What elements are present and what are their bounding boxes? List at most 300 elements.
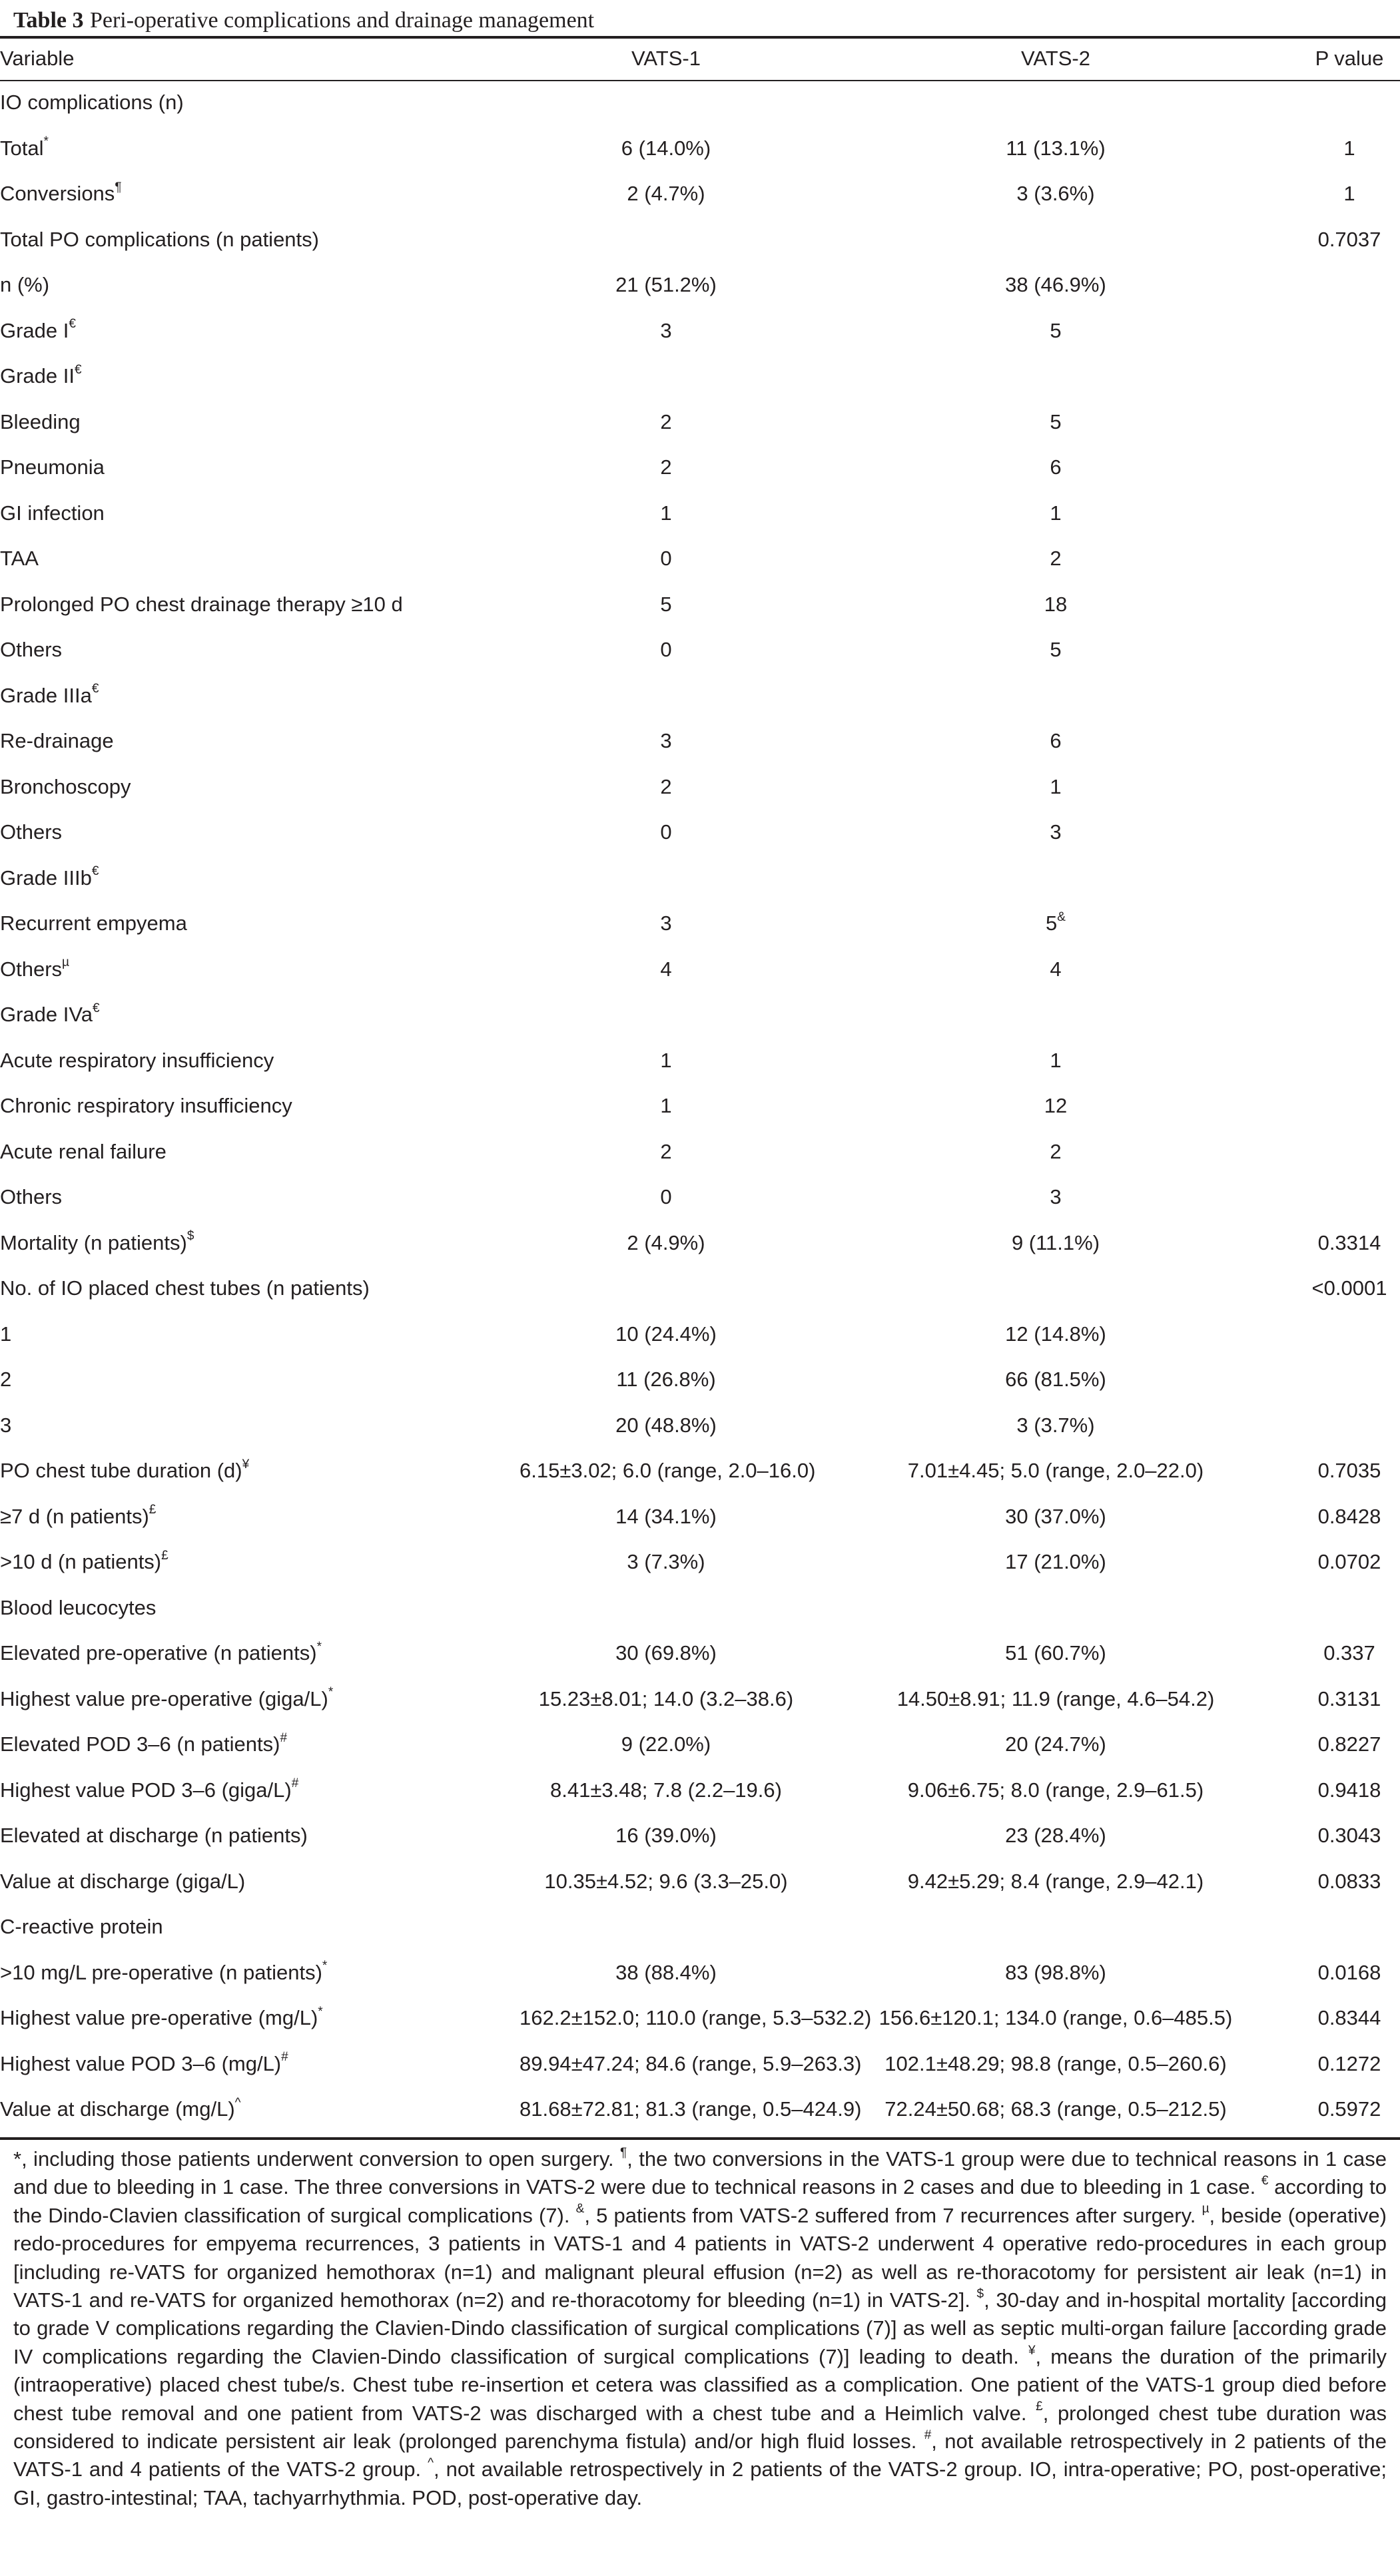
table-row [0, 1539, 1400, 1585]
footnote-marker: € [75, 362, 82, 377]
variable-label: Value at discharge (giga/L) [0, 1869, 246, 1893]
variable-cell [0, 2087, 520, 2133]
p-value-cell [1299, 1357, 1400, 1403]
footnote-marker: € [93, 1001, 100, 1015]
table-row [0, 536, 1400, 582]
vats-2-cell [813, 1859, 1299, 1905]
table-row [0, 1266, 1400, 1312]
table-row [0, 1722, 1400, 1768]
table-caption [13, 1, 594, 39]
vats-1-cell: 10 (24.4%) [615, 1322, 717, 1346]
vats-2-value: 1 [1050, 1048, 1062, 1072]
p-value-cell [1299, 445, 1400, 491]
variable-label: Highest value POD 3–6 (mg/L) [0, 2051, 282, 2075]
p-value-cell: 0.3043 [1317, 1824, 1381, 1848]
variable-label: Highest value pre-operative (giga/L) [0, 1686, 328, 1710]
table-row [0, 1357, 1400, 1403]
vats-1-cell: 6.15±3.02; 6.0 (range, 2.0–16.0) [520, 1459, 816, 1483]
vats-2-cell [813, 1174, 1299, 1220]
vats-2-value: 156.6±120.1; 134.0 (range, 0.6–485.5) [878, 2006, 1233, 2030]
footnote-marker: ¥ [242, 1457, 250, 1471]
vats-2-cell [813, 1266, 1299, 1312]
vats-2-cell [813, 1904, 1299, 1950]
vats-1-cell: 15.23±8.01; 14.0 (3.2–38.6) [538, 1686, 794, 1710]
vats-2-cell [813, 1083, 1299, 1129]
p-value-cell [1299, 582, 1400, 628]
vats-2-value: 1 [1050, 774, 1062, 798]
table-row [0, 2041, 1400, 2087]
p-value-cell: 0.0833 [1317, 1869, 1381, 1893]
vats-2-cell [813, 217, 1299, 263]
vats-1-cell: 89.94±47.24; 84.6 (range, 5.9–263.3) [520, 2051, 862, 2075]
p-value-cell: 0.7037 [1317, 227, 1381, 251]
vats-1-cell: 0 [660, 547, 672, 571]
variable-cell [0, 1403, 520, 1449]
footnote-marker: € [69, 317, 76, 332]
variable-cell [0, 992, 520, 1038]
vats-1-cell: 3 (7.3%) [627, 1550, 705, 1574]
vats-1-cell: 3 [660, 318, 672, 342]
vats-1-cell: 14 (34.1%) [615, 1504, 717, 1528]
table-row [0, 764, 1400, 810]
vats-2-value: 20 (24.7%) [1005, 1732, 1106, 1756]
footnote-text: , 30-day and in-hospital mortality [according to grade V complications regarding the Clavien-Dindo classification of surgical complications (7)] as well as septic multi-organ failure [according grade IV complications regarding the Clavien-Dindo classification of surgical complications (7)] leading to death. [13, 2288, 1387, 2368]
vats-2-value: 23 (28.4%) [1005, 1824, 1106, 1848]
variable-cell [0, 1448, 520, 1494]
variable-cell [0, 1904, 520, 1950]
table-row [0, 399, 1400, 445]
variable-label: 2 [0, 1368, 12, 1392]
variable-cell [0, 856, 520, 902]
vats-1-cell: 2 [660, 409, 672, 433]
table-row [0, 1129, 1400, 1175]
variable-cell [0, 1083, 520, 1129]
vats-2-value: 83 (98.8%) [1005, 1960, 1106, 1984]
vats-1-cell: 9 (22.0%) [621, 1732, 711, 1756]
variable-label: IO complications (n) [0, 91, 184, 115]
vats-2-cell [813, 1950, 1299, 1996]
footnote-text: , means the duration of the primarily (intraoperative) placed chest tube/s. Chest tube re-insertion et cetera was classified as a complication. One patient of the VATS-1 group died before chest tube removal and one patient from VATS-2 was discharged with a chest tube and a Heimlich valve. [13, 2344, 1387, 2425]
variable-label: Grade IVa [0, 1003, 93, 1027]
header-row [0, 37, 1400, 80]
vats-1-cell: 2 (4.7%) [627, 182, 705, 206]
variable-cell [0, 1676, 520, 1722]
vats-2-cell [813, 856, 1299, 902]
vats-1-cell [520, 217, 813, 263]
footnote-marker: * [328, 1685, 334, 1700]
variable-label: Grade II [0, 364, 75, 388]
vats-2-cell [813, 354, 1299, 399]
variable-label: Mortality (n patients) [0, 1230, 187, 1254]
vats-1-cell: 21 (51.2%) [615, 273, 717, 297]
vats-1-cell: 3 [660, 911, 672, 935]
footnote-marker: # [924, 2428, 932, 2442]
vats-2-value: 51 (60.7%) [1005, 1641, 1106, 1665]
vats-2-value: 14.50±8.91; 11.9 (range, 4.6–54.2) [896, 1686, 1215, 1710]
vats-2-value: 12 [1044, 1094, 1068, 1118]
vats-1-cell [520, 354, 813, 399]
variable-cell [0, 1631, 520, 1676]
variable-cell [0, 354, 520, 399]
footnote-text: *, including those patients underwent conversion to open surgery. [13, 2147, 621, 2171]
variable-cell [0, 673, 520, 719]
p-value-cell [1299, 354, 1400, 399]
vats-1-cell: 2 [660, 774, 672, 798]
variable-label: C-reactive protein [0, 1915, 163, 1939]
p-value-cell [1299, 1904, 1400, 1950]
variable-label: Total PO complications (n patients) [0, 227, 319, 251]
vats-2-cell [813, 1722, 1299, 1768]
vats-2-value: 4 [1050, 957, 1062, 981]
footnote-text: , the two conversions in the VATS-1 group were due to technical reasons in 1 case and due to bleeding in 1 case. The three conversions in VATS-2 were due to technical reasons in 2 cases and due to bleeding in 1 case. [13, 2147, 1387, 2199]
footnote-marker: € [91, 682, 99, 696]
p-value-cell [1299, 491, 1400, 537]
table-row [0, 856, 1400, 902]
footnote-marker: £ [1036, 2400, 1043, 2414]
p-value-cell: 0.0168 [1317, 1960, 1381, 1984]
p-value-cell: 0.8344 [1317, 2006, 1381, 2030]
vats-2-cell [813, 582, 1299, 628]
p-value-cell [1299, 536, 1400, 582]
table-row [0, 1494, 1400, 1540]
vats-2-value: 72.24±50.68; 68.3 (range, 0.5–212.5) [884, 2097, 1227, 2121]
p-value-cell [1299, 1174, 1400, 1220]
p-value-cell [1299, 764, 1400, 810]
p-value-cell [1299, 1083, 1400, 1129]
vats-2-cell [813, 536, 1299, 582]
table-row [0, 2087, 1400, 2133]
variable-cell [0, 491, 520, 537]
vats-2-cell [813, 1403, 1299, 1449]
vats-2-cell [813, 445, 1299, 491]
variable-cell [0, 1950, 520, 1996]
vats-1-cell [520, 992, 813, 1038]
vats-2-value: 5 [1046, 911, 1058, 935]
p-value-cell [1299, 1129, 1400, 1175]
vats-2-cell [813, 901, 1299, 947]
variable-label: Grade IIIa [0, 683, 92, 707]
variable-label: Prolonged PO chest drainage therapy ≥10 d [0, 592, 403, 616]
vats-1-cell: 2 [660, 1139, 672, 1163]
vats-2-cell [813, 1995, 1299, 2041]
variable-cell [0, 901, 520, 947]
p-value-cell: 0.0702 [1317, 1550, 1381, 1574]
variable-cell [0, 171, 520, 217]
vats-2-value: 66 (81.5%) [1005, 1368, 1106, 1392]
table-footnote [13, 2145, 1387, 2512]
column-header-p-value: P value [1315, 47, 1384, 70]
vats-2-cell [813, 262, 1299, 308]
p-value-cell [1299, 810, 1400, 856]
variable-cell [0, 2041, 520, 2087]
footnote-marker: $ [186, 1229, 194, 1244]
footnote-text: , beside (operative) redo-procedures for empyema recurrences, 3 patients in VATS-1 and 4 patients in VATS-2 underwent 4 operative redo-procedures in each group [including re-VATS for organized hemothorax (n=1) and malignant pleural effusion (n=2) as well as re-thoracotomy for persistent air leak (n=1) in VATS-1 and re-VATS for organized hemothorax (n=2) and re-thoracotomy for bleeding (n=1) in VATS-2]. [13, 2203, 1387, 2312]
vats-2-value: 9 (11.1%) [1011, 1230, 1100, 1254]
p-value-cell [1299, 1312, 1400, 1358]
variable-cell [0, 445, 520, 491]
vats-2-value: 9.06±6.75; 8.0 (range, 2.9–61.5) [907, 1778, 1204, 1802]
table-row [0, 1813, 1400, 1859]
vats-1-cell [520, 673, 813, 719]
p-value-cell [1299, 901, 1400, 947]
p-value-cell: 0.3131 [1317, 1686, 1381, 1710]
p-value-cell: 0.9418 [1317, 1778, 1381, 1802]
vats-2-value: 17 (21.0%) [1005, 1550, 1106, 1574]
table-row [0, 1904, 1400, 1950]
variable-label: Others [0, 957, 63, 981]
p-value-cell [1299, 992, 1400, 1038]
footnote-marker: € [1261, 2174, 1269, 2189]
variable-label: Blood leucocytes [0, 1595, 157, 1619]
variable-label: Grade I [0, 318, 69, 342]
vats-1-cell: 0 [660, 638, 672, 662]
table-row [0, 308, 1400, 354]
vats-2-value: 5 [1050, 638, 1062, 662]
footnote-marker: * [322, 1959, 328, 1973]
variable-cell [0, 1768, 520, 1814]
vats-2-cell [813, 1448, 1299, 1494]
p-value-cell: <0.0001 [1311, 1276, 1387, 1300]
vats-2-value: 2 [1050, 547, 1062, 571]
vats-2-value: 5 [1050, 318, 1062, 342]
table-row [0, 627, 1400, 673]
vats-2-cell [813, 764, 1299, 810]
vats-2-value: 12 (14.8%) [1005, 1322, 1106, 1346]
variable-label: Grade IIIb [0, 866, 92, 890]
variable-cell [0, 1722, 520, 1768]
vats-2-cell [813, 2087, 1299, 2133]
vats-2-value: 1 [1050, 501, 1062, 525]
vats-2-cell [813, 992, 1299, 1038]
vats-1-cell: 1 [660, 501, 672, 525]
table-row [0, 1950, 1400, 1996]
vats-2-value: 3 [1050, 1185, 1062, 1209]
vats-2-cell [813, 1494, 1299, 1540]
vats-1-cell [520, 80, 813, 126]
vats-2-value: 102.1±48.29; 98.8 (range, 0.5–260.6) [884, 2051, 1227, 2075]
p-value-cell: 1 [1343, 182, 1355, 206]
table-row [0, 1631, 1400, 1676]
table-row [0, 1220, 1400, 1266]
vats-1-cell [520, 1266, 813, 1312]
footnote-marker: * [316, 1639, 322, 1654]
vats-2-value: 38 (46.9%) [1005, 273, 1106, 297]
footnote-marker: µ [62, 955, 69, 970]
vats-2-cell [813, 399, 1299, 445]
vats-1-cell: 8.41±3.48; 7.8 (2.2–19.6) [550, 1778, 782, 1802]
p-value-cell: 0.5972 [1317, 2097, 1381, 2121]
column-header-variable: Variable [0, 47, 75, 70]
vats-2-cell [813, 1585, 1299, 1631]
vats-1-cell [520, 1904, 813, 1950]
complications-table [0, 37, 1400, 2133]
variable-label: Highest value pre-operative (mg/L) [0, 2006, 318, 2030]
vats-1-cell: 6 (14.0%) [621, 136, 711, 160]
p-value-cell: 0.337 [1323, 1641, 1375, 1665]
variable-label: Recurrent empyema [0, 911, 187, 935]
footnote-marker: ¥ [1028, 2343, 1036, 2358]
variable-label: Highest value POD 3–6 (giga/L) [0, 1778, 292, 1802]
table-row [0, 1995, 1400, 2041]
vats-2-cell [813, 80, 1299, 126]
variable-label: Value at discharge (mg/L) [0, 2097, 235, 2121]
variable-label: Others [0, 820, 63, 844]
vats-2-cell [813, 673, 1299, 719]
variable-label: ≥7 d (n patients) [0, 1504, 149, 1528]
vats-1-cell: 20 (48.8%) [615, 1413, 717, 1437]
variable-cell [0, 1357, 520, 1403]
p-value-cell: 0.3314 [1317, 1230, 1381, 1254]
p-value-cell [1299, 1403, 1400, 1449]
footnote-text: , prolonged chest tube duration was considered to indicate persistent air leak (prolonged parenchyma fistula) and/or high fluid losses. [13, 2401, 1387, 2453]
p-value-cell [1299, 673, 1400, 719]
variable-cell [0, 1174, 520, 1220]
vats-1-cell: 2 [660, 455, 672, 479]
table-row [0, 126, 1400, 172]
footnote-marker: ¶ [115, 180, 122, 194]
variable-label: >10 d (n patients) [0, 1550, 162, 1574]
vats-1-cell: 4 [660, 957, 672, 981]
variable-cell [0, 764, 520, 810]
vats-2-cell [813, 810, 1299, 856]
footnote-marker: ¶ [620, 2145, 627, 2160]
variable-cell [0, 126, 520, 172]
vats-2-cell [813, 1676, 1299, 1722]
p-value-cell [1299, 1585, 1400, 1631]
p-value-cell: 0.8428 [1317, 1504, 1381, 1528]
footnote-marker: $ [976, 2286, 984, 2301]
variable-label: Elevated POD 3–6 (n patients) [0, 1732, 280, 1756]
table-row [0, 1585, 1400, 1631]
p-value-cell: 1 [1343, 136, 1355, 160]
vats-2-cell [813, 126, 1299, 172]
variable-cell [0, 308, 520, 354]
vats-1-cell: 3 [660, 729, 672, 753]
footnote-marker: ^ [234, 2095, 241, 2110]
variable-label: n (%) [0, 273, 50, 297]
table-row [0, 718, 1400, 764]
table-body [0, 80, 1400, 2133]
table-row [0, 1676, 1400, 1722]
table-row [0, 1312, 1400, 1358]
vats-2-cell [813, 627, 1299, 673]
variable-label: Elevated pre-operative (n patients) [0, 1641, 317, 1665]
vats-1-cell: 1 [660, 1048, 672, 1072]
variable-cell [0, 217, 520, 263]
vats-2-value: 6 [1050, 455, 1062, 479]
variable-cell [0, 262, 520, 308]
table-row [0, 1083, 1400, 1129]
variable-label: No. of IO placed chest tubes (n patients) [0, 1276, 370, 1300]
vats-2-value: 5 [1050, 409, 1062, 433]
table-row [0, 947, 1400, 993]
vats-2-value: 3 [1050, 820, 1062, 844]
p-value-cell [1299, 80, 1400, 126]
variable-label: GI infection [0, 501, 105, 525]
table-title: Peri-operative complications and drainage management [89, 8, 595, 33]
vats-2-cell [813, 1038, 1299, 1084]
vats-2-cell [813, 1220, 1299, 1266]
variable-label: Others [0, 1185, 63, 1209]
table-row [0, 1768, 1400, 1814]
footnote-marker: € [91, 864, 99, 879]
vats-2-value: 6 [1050, 729, 1062, 753]
vats-1-cell: 11 (26.8%) [616, 1368, 716, 1392]
variable-cell [0, 1494, 520, 1540]
table-row [0, 582, 1400, 628]
table-row [0, 80, 1400, 126]
footnote-marker: # [281, 2050, 288, 2065]
variable-label: 3 [0, 1413, 12, 1437]
vats-2-value: 9.42±5.29; 8.4 (range, 2.9–42.1) [907, 1869, 1204, 1893]
vats-2-cell [813, 308, 1299, 354]
vats-2-cell [813, 1312, 1299, 1358]
footnote-text: , not available retrospectively in 2 patients of the VATS-1 and 4 patients of the VATS-2 group. [13, 2430, 1387, 2481]
footnote-marker: µ [1202, 2202, 1210, 2216]
p-value-cell [1299, 262, 1400, 308]
table-row [0, 1038, 1400, 1084]
vats-1-cell: 0 [660, 1185, 672, 1209]
vats-1-cell: 0 [660, 820, 672, 844]
vats-1-cell: 2 (4.9%) [627, 1230, 705, 1254]
footnote-marker: # [280, 1730, 288, 1745]
column-header-vats-1: VATS-1 [631, 47, 701, 70]
vats-1-cell: 30 (69.8%) [615, 1641, 717, 1665]
footnote-marker: * [43, 134, 49, 149]
table-row [0, 354, 1400, 399]
variable-cell [0, 947, 520, 993]
p-value-cell [1299, 1038, 1400, 1084]
variable-cell [0, 1539, 520, 1585]
variable-cell [0, 718, 520, 764]
vats-1-cell: 10.35±4.52; 9.6 (3.3–25.0) [544, 1869, 788, 1893]
variable-label: PO chest tube duration (d) [0, 1459, 242, 1483]
variable-label: Others [0, 638, 63, 662]
column-header-vats-2: VATS-2 [1021, 47, 1090, 70]
p-value-cell [1299, 399, 1400, 445]
table-row [0, 810, 1400, 856]
variable-label: 1 [0, 1322, 12, 1346]
vats-2-cell [813, 718, 1299, 764]
vats-2-value: 2 [1050, 1139, 1062, 1163]
variable-label: Acute renal failure [0, 1139, 167, 1163]
table-row [0, 1403, 1400, 1449]
p-value-cell [1299, 856, 1400, 902]
p-value-cell [1299, 718, 1400, 764]
table-row [0, 262, 1400, 308]
p-value-cell: 0.8227 [1317, 1732, 1381, 1756]
footnote-marker: & [1057, 909, 1066, 924]
vats-1-cell [520, 856, 813, 902]
table-row [0, 1174, 1400, 1220]
footnote-marker: * [318, 2004, 323, 2019]
vats-2-cell [813, 2041, 1299, 2087]
vats-2-cell [813, 1357, 1299, 1403]
table-row [0, 1859, 1400, 1905]
vats-2-value: 30 (37.0%) [1005, 1504, 1106, 1528]
variable-cell [0, 627, 520, 673]
variable-cell [0, 399, 520, 445]
variable-label: Total [0, 136, 44, 160]
table-row [0, 901, 1400, 947]
variable-label: >10 mg/L pre-operative (n patients) [0, 1960, 322, 1984]
variable-cell [0, 1859, 520, 1905]
vats-1-cell: 16 (39.0%) [615, 1824, 717, 1848]
variable-cell [0, 1220, 520, 1266]
variable-cell [0, 1813, 520, 1859]
table-row [0, 171, 1400, 217]
variable-cell [0, 536, 520, 582]
